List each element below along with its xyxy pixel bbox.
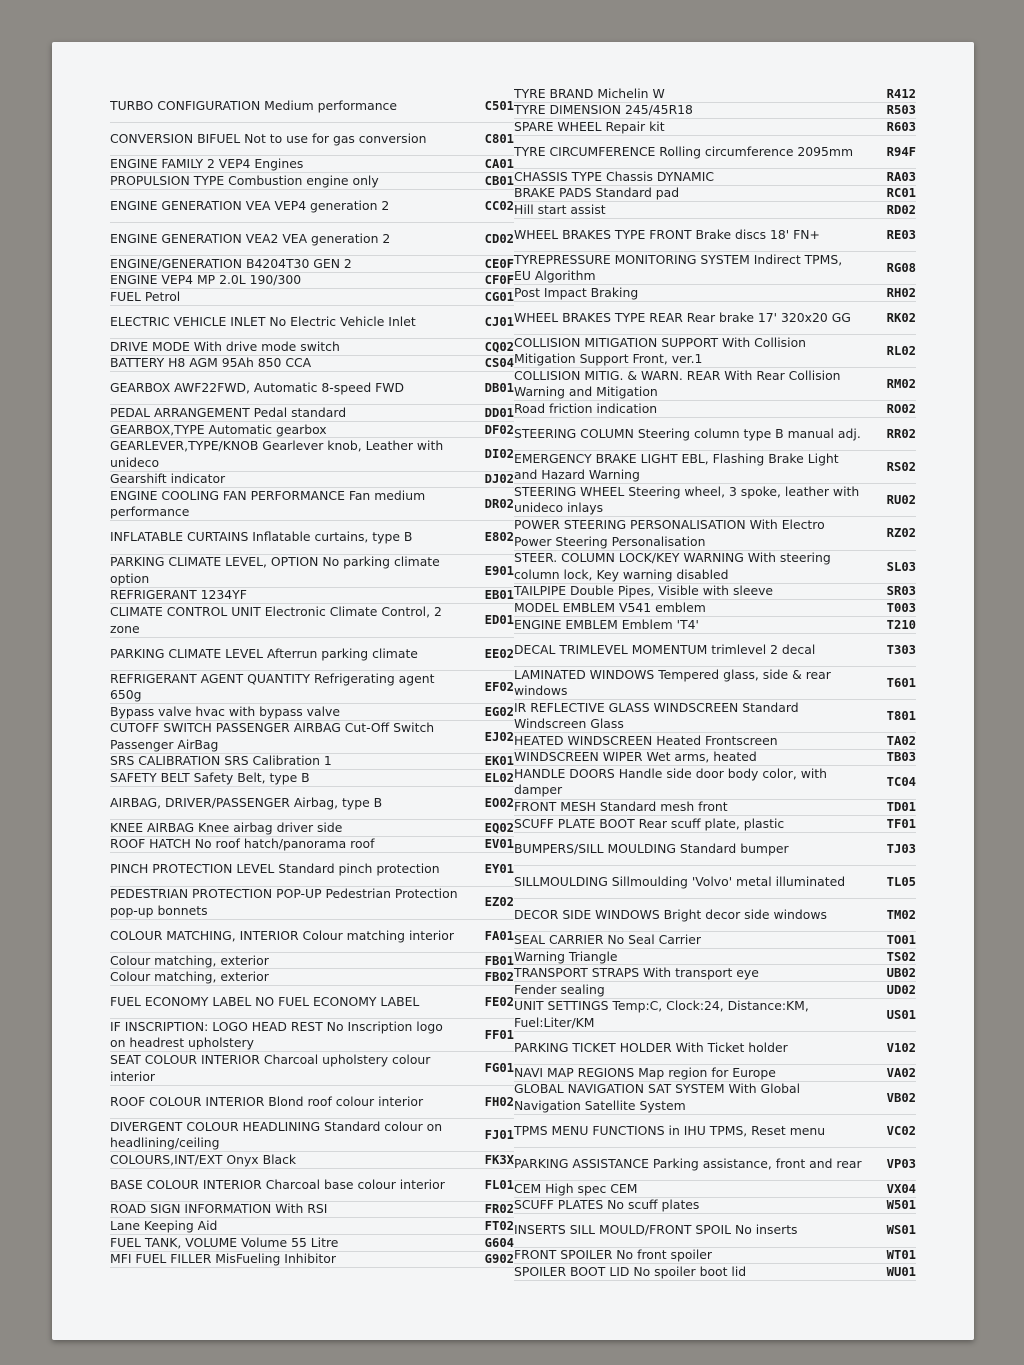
option-description: DECAL TRIMLEVEL MOMENTUM trimlevel 2 decal xyxy=(514,641,816,657)
option-row xyxy=(110,173,514,190)
option-code: EJ02 xyxy=(484,729,514,744)
option-description: Road friction indication xyxy=(514,400,658,416)
option-code: CG01 xyxy=(484,289,514,304)
option-row xyxy=(514,551,916,584)
option-description: STEERING WHEEL Steering wheel, 3 spoke, leather with unideco inlays xyxy=(514,484,860,516)
option-row xyxy=(110,289,514,306)
option-code: TL05 xyxy=(886,874,916,889)
option-row xyxy=(514,1198,916,1215)
option-row xyxy=(110,372,514,405)
option-code: C801 xyxy=(484,132,514,147)
option-row xyxy=(110,1252,514,1269)
option-row xyxy=(514,833,916,866)
option-description: IR REFLECTIVE GLASS WINDSCREEN Standard Windscreen Glass xyxy=(514,699,799,732)
option-description: PARKING CLIMATE LEVEL, OPTION No parking climate option xyxy=(110,554,440,586)
option-code: EG02 xyxy=(484,704,514,719)
option-row xyxy=(110,256,514,273)
option-code: WT01 xyxy=(886,1248,916,1263)
option-row xyxy=(110,1086,514,1119)
option-description: PARKING CLIMATE LEVEL Afterrun parking climate xyxy=(110,645,418,661)
option-row xyxy=(514,103,916,120)
option-code: DF02 xyxy=(484,422,514,437)
option-description: STEER. COLUMN LOCK/KEY WARNING With steering column lock, Key warning disabled xyxy=(514,550,831,582)
option-description: WHEEL BRAKES TYPE FRONT Brake discs 18' FN+ xyxy=(514,226,820,242)
option-code: RC01 xyxy=(886,186,916,201)
left-column xyxy=(110,90,514,1268)
option-description: TPMS MENU FUNCTIONS in IHU TPMS, Reset menu xyxy=(514,1122,826,1138)
option-code: CC02 xyxy=(484,198,514,213)
option-description: GLOBAL NAVIGATION SAT SYSTEM With Global Navigation Satellite System xyxy=(514,1081,801,1113)
option-row xyxy=(514,866,916,899)
option-code: EK01 xyxy=(484,754,514,769)
option-description: CUTOFF SWITCH PASSENGER AIRBAG Cut-Off Switch Passenger AirBag xyxy=(110,720,435,752)
option-row xyxy=(514,517,916,550)
option-code: FG01 xyxy=(484,1061,514,1076)
option-code: RS02 xyxy=(886,460,916,474)
option-row xyxy=(110,1019,514,1052)
option-row xyxy=(514,252,916,285)
option-row xyxy=(514,634,916,667)
option-code: FL01 xyxy=(484,1177,514,1192)
option-row xyxy=(514,1148,916,1181)
option-description: PINCH PROTECTION LEVEL Standard pinch protection xyxy=(110,861,440,877)
option-code: EF02 xyxy=(484,679,514,694)
option-row xyxy=(110,339,514,356)
option-description: BUMPERS/SILL MOULDING Standard bumper xyxy=(514,840,789,856)
option-code: R94F xyxy=(886,144,916,159)
option-row xyxy=(110,223,514,256)
option-row xyxy=(110,422,514,439)
option-description: TYREPRESSURE MONITORING SYSTEM Indirect TPMS, EU Algorithm xyxy=(514,251,843,284)
option-description: Bypass valve hvac with bypass valve xyxy=(110,703,340,719)
option-code: CS04 xyxy=(484,356,514,371)
option-code: FT02 xyxy=(484,1219,514,1234)
option-row xyxy=(110,1202,514,1219)
option-description: UNIT SETTINGS Temp:C, Clock:24, Distance:KM, Fuel:Liter/KM xyxy=(514,998,809,1030)
option-description: Hill start assist xyxy=(514,201,606,217)
option-row xyxy=(110,787,514,820)
option-row xyxy=(514,965,916,982)
option-row xyxy=(110,969,514,986)
option-row xyxy=(110,356,514,373)
option-code: T303 xyxy=(886,642,916,657)
option-description: TAILPIPE Double Pipes, Visible with sleeve xyxy=(514,583,774,599)
option-row xyxy=(110,721,514,754)
option-code: CD02 xyxy=(484,231,514,246)
option-code: RZ02 xyxy=(886,526,916,541)
option-description: ROOF COLOUR INTERIOR Blond roof colour interior xyxy=(110,1093,424,1109)
option-description: TYRE BRAND Michelin W xyxy=(514,85,665,101)
option-row xyxy=(514,202,916,219)
option-row xyxy=(514,1082,916,1115)
option-code: FH02 xyxy=(484,1094,514,1109)
option-code: EY01 xyxy=(484,862,514,877)
option-row xyxy=(514,186,916,203)
option-description: DRIVE MODE With drive mode switch xyxy=(110,338,340,354)
option-description: TURBO CONFIGURATION Medium performance xyxy=(110,97,397,113)
option-row xyxy=(514,1264,916,1281)
option-description: GEARLEVER,TYPE/KNOB Gearlever knob, Leather with unideco xyxy=(110,438,444,470)
right-column xyxy=(514,86,916,1281)
option-row xyxy=(110,1052,514,1085)
option-description: PARKING ASSISTANCE Parking assistance, front and rear xyxy=(514,1155,862,1171)
option-code: EZ02 xyxy=(484,895,514,910)
option-description: CONVERSION BIFUEL Not to use for gas conversion xyxy=(110,131,427,147)
option-row xyxy=(110,588,514,605)
option-description: ROAD SIGN INFORMATION With RSI xyxy=(110,1201,328,1217)
option-description: SPARE WHEEL Repair kit xyxy=(514,118,665,134)
option-description: HEATED WINDSCREEN Heated Frontscreen xyxy=(514,732,778,748)
option-code: UD02 xyxy=(886,982,916,997)
option-description: ENGINE GENERATION VEA2 VEA generation 2 xyxy=(110,230,391,246)
option-code: TC04 xyxy=(886,775,916,790)
option-code: DD01 xyxy=(484,405,514,420)
option-description: SPOILER BOOT LID No spoiler boot lid xyxy=(514,1263,747,1279)
option-description: WHEEL BRAKES TYPE REAR Rear brake 17' 320x20 GG xyxy=(514,309,851,325)
option-description: FRONT MESH Standard mesh front xyxy=(514,799,728,815)
option-code: VB02 xyxy=(886,1090,916,1105)
option-row xyxy=(514,700,916,733)
option-code: FF01 xyxy=(484,1028,514,1043)
option-code: CQ02 xyxy=(484,339,514,354)
option-row xyxy=(514,1214,916,1247)
option-description: FUEL ECONOMY LABEL NO FUEL ECONOMY LABEL xyxy=(110,994,420,1009)
option-row xyxy=(110,438,514,471)
option-code: T801 xyxy=(886,708,916,723)
option-code: SR03 xyxy=(886,584,916,599)
option-description: FUEL TANK, VOLUME Volume 55 Litre xyxy=(110,1234,339,1250)
option-code: RO02 xyxy=(886,401,916,416)
option-code: UB02 xyxy=(886,966,916,981)
option-code: FK3X xyxy=(484,1152,514,1167)
option-row xyxy=(514,368,916,401)
option-description: TYRE CIRCUMFERENCE Rolling circumference 2095mm xyxy=(514,143,854,159)
option-code: TS02 xyxy=(886,949,916,964)
option-code: RG08 xyxy=(886,260,916,275)
option-description: Lane Keeping Aid xyxy=(110,1218,218,1234)
option-description: ENGINE COOLING FAN PERFORMANCE Fan medium performance xyxy=(110,488,426,520)
option-code: WS01 xyxy=(886,1223,916,1238)
option-row xyxy=(514,733,916,750)
option-code: E901 xyxy=(484,563,514,578)
option-code: RK02 xyxy=(886,310,916,325)
option-row xyxy=(110,820,514,837)
option-code: V102 xyxy=(886,1040,916,1055)
option-description: PARKING TICKET HOLDER With Ticket holder xyxy=(514,1039,788,1055)
option-description: ENGINE/GENERATION B4204T30 GEN 2 xyxy=(110,255,352,271)
option-row xyxy=(110,671,514,704)
option-description: Warning Triangle xyxy=(514,948,618,964)
option-description: FRONT SPOILER No front spoiler xyxy=(514,1247,712,1263)
option-description: MFI FUEL FILLER MisFueling Inhibitor xyxy=(110,1251,336,1267)
option-row xyxy=(514,1115,916,1148)
option-row xyxy=(110,156,514,173)
option-description: BASE COLOUR INTERIOR Charcoal base colour interior xyxy=(110,1176,445,1192)
option-row xyxy=(514,932,916,949)
option-code: FE02 xyxy=(484,995,514,1009)
option-row xyxy=(514,219,916,252)
option-row xyxy=(514,600,916,617)
option-description: SCUFF PLATE BOOT Rear scuff plate, plastic xyxy=(514,815,785,831)
option-code: RD02 xyxy=(886,202,916,217)
option-row xyxy=(514,816,916,833)
option-code: US01 xyxy=(886,1007,916,1022)
option-code: VA02 xyxy=(886,1065,916,1080)
option-row xyxy=(514,750,916,767)
option-row xyxy=(110,1169,514,1202)
option-code: R603 xyxy=(886,119,916,134)
option-description: ROOF HATCH No roof hatch/panorama roof xyxy=(110,836,375,852)
option-code: R503 xyxy=(886,103,916,118)
option-description: SAFETY BELT Safety Belt, type B xyxy=(110,770,310,785)
option-code: TM02 xyxy=(886,908,916,923)
option-description: KNEE AIRBAG Knee airbag driver side xyxy=(110,819,343,835)
option-row xyxy=(514,136,916,169)
option-description: SILLMOULDING Sillmoulding 'Volvo' metal illuminated xyxy=(514,873,846,889)
option-code: TD01 xyxy=(886,800,916,815)
option-row xyxy=(110,521,514,554)
option-description: INSERTS SILL MOULD/FRONT SPOIL No inserts xyxy=(514,1222,798,1238)
option-row xyxy=(110,190,514,223)
option-description: CLIMATE CONTROL UNIT Electronic Climate Control, 2 zone xyxy=(110,604,442,636)
option-description: AIRBAG, DRIVER/PASSENGER Airbag, type B xyxy=(110,794,383,810)
option-description: SCUFF PLATES No scuff plates xyxy=(514,1197,700,1213)
option-description: GEARBOX AWF22FWD, Automatic 8-speed FWD xyxy=(110,380,405,396)
option-row xyxy=(110,90,514,123)
option-code: G902 xyxy=(484,1252,514,1267)
option-row xyxy=(110,986,514,1019)
option-description: LAMINATED WINDOWS Tempered glass, side & rear windows xyxy=(514,666,831,698)
option-code: EL02 xyxy=(484,771,514,785)
option-description: Gearshift indicator xyxy=(110,471,226,487)
option-description: COLOUR MATCHING, INTERIOR Colour matching interior xyxy=(110,927,454,943)
option-description: ENGINE GENERATION VEA VEP4 generation 2 xyxy=(110,197,390,213)
option-description: BRAKE PADS Standard pad xyxy=(514,185,680,201)
option-description: SEAL CARRIER No Seal Carrier xyxy=(514,931,702,947)
option-description: TRANSPORT STRAPS With transport eye xyxy=(514,965,759,981)
option-row xyxy=(110,273,514,290)
option-code: EV01 xyxy=(484,837,514,852)
option-row xyxy=(514,899,916,932)
option-row xyxy=(110,488,514,521)
option-description: GEARBOX,TYPE Automatic gearbox xyxy=(110,421,327,437)
option-code: WU01 xyxy=(886,1264,916,1279)
option-description: HANDLE DOORS Handle side door body color, with damper xyxy=(514,766,828,798)
option-code: TJ03 xyxy=(886,841,916,856)
option-code: EB01 xyxy=(484,588,514,603)
option-description: CHASSIS TYPE Chassis DYNAMIC xyxy=(514,168,715,184)
option-code: TF01 xyxy=(886,816,916,831)
option-description: POWER STEERING PERSONALISATION With Electro Power Steering Personalisation xyxy=(514,517,825,549)
option-code: C501 xyxy=(484,98,514,113)
option-row xyxy=(514,335,916,368)
option-code: EE02 xyxy=(484,646,514,661)
option-code: DB01 xyxy=(484,381,514,396)
option-row xyxy=(514,766,916,799)
option-description: TYRE DIMENSION 245/45R18 xyxy=(514,102,693,118)
option-row xyxy=(110,1235,514,1252)
option-description: ENGINE EMBLEM Emblem 'T4' xyxy=(514,616,699,632)
option-description: ENGINE VEP4 MP 2.0L 190/300 xyxy=(110,272,302,288)
option-row xyxy=(514,1248,916,1265)
option-description: REFRIGERANT 1234YF xyxy=(110,587,247,603)
option-description: DIVERGENT COLOUR HEADLINING Standard colour on headlining/ceiling xyxy=(110,1118,443,1150)
option-description: Fender sealing xyxy=(514,981,605,997)
option-description: ENGINE FAMILY 2 VEP4 Engines xyxy=(110,156,304,172)
option-code: T003 xyxy=(886,601,916,616)
option-row xyxy=(514,949,916,966)
option-row xyxy=(110,953,514,970)
option-code: W501 xyxy=(886,1198,916,1213)
option-code: TA02 xyxy=(886,733,916,748)
option-row xyxy=(514,667,916,700)
option-code: R412 xyxy=(886,86,916,101)
option-row xyxy=(514,401,916,418)
option-code: EQ02 xyxy=(484,820,514,835)
option-description: STEERING COLUMN Steering column type B manual adj. xyxy=(514,425,861,441)
option-code: TO01 xyxy=(886,932,916,947)
option-row xyxy=(514,484,916,517)
option-row xyxy=(514,169,916,186)
option-code: CF0F xyxy=(484,273,514,288)
option-row xyxy=(110,604,514,637)
option-code: T601 xyxy=(886,675,916,690)
option-description: SEAT COLOUR INTERIOR Charcoal upholstery colour interior xyxy=(110,1052,431,1084)
option-row xyxy=(110,770,514,787)
option-code: RH02 xyxy=(886,285,916,300)
option-code: DI02 xyxy=(484,447,514,462)
option-code: CE0F xyxy=(484,256,514,271)
option-row xyxy=(514,1181,916,1198)
option-description: COLOURS,INT/EXT Onyx Black xyxy=(110,1151,297,1167)
option-row xyxy=(110,405,514,422)
option-code: RE03 xyxy=(886,227,916,242)
option-description: REFRIGERANT AGENT QUANTITY Refrigerating agent 650g xyxy=(110,670,435,702)
option-code: FB02 xyxy=(484,970,514,985)
option-description: WINDSCREEN WIPER Wet arms, heated xyxy=(514,749,757,765)
option-description: IF INSCRIPTION: LOGO HEAD REST No Inscription logo on headrest upholstery xyxy=(110,1019,443,1051)
option-row xyxy=(514,451,916,484)
option-description: Colour matching, exterior xyxy=(110,969,269,985)
option-code: G604 xyxy=(484,1235,514,1250)
option-row xyxy=(110,555,514,588)
option-row xyxy=(110,1218,514,1235)
option-row xyxy=(110,306,514,339)
option-code: RR02 xyxy=(886,426,916,441)
option-description: DECOR SIDE WINDOWS Bright decor side windows xyxy=(514,907,827,923)
option-description: BATTERY H8 AGM 95Ah 850 CCA xyxy=(110,355,312,371)
option-code: FJ01 xyxy=(484,1127,514,1142)
option-code: SL03 xyxy=(886,559,916,574)
option-row xyxy=(110,887,514,920)
option-description: EMERGENCY BRAKE LIGHT EBL, Flashing Brake Light and Hazard Warning xyxy=(514,450,839,483)
option-row xyxy=(514,302,916,335)
option-row xyxy=(514,999,916,1032)
option-description: COLLISION MITIG. & WARN. REAR With Rear Collision Warning and Mitigation xyxy=(514,367,841,400)
option-description: Colour matching, exterior xyxy=(110,952,269,968)
option-code: FA01 xyxy=(484,928,514,943)
option-code: CB01 xyxy=(484,173,514,188)
option-description: NAVI MAP REGIONS Map region for Europe xyxy=(514,1064,776,1080)
option-description: CEM High spec CEM xyxy=(514,1180,638,1196)
option-code: VC02 xyxy=(886,1123,916,1138)
option-description: FUEL Petrol xyxy=(110,288,181,304)
option-row xyxy=(110,638,514,671)
option-description: INFLATABLE CURTAINS Inflatable curtains, type B xyxy=(110,529,413,545)
option-row xyxy=(514,86,916,103)
option-code: RL02 xyxy=(886,343,916,358)
option-code: E802 xyxy=(484,530,514,545)
option-description: MODEL EMBLEM V541 emblem xyxy=(514,600,706,616)
option-row xyxy=(110,1119,514,1152)
option-row xyxy=(110,853,514,886)
option-description: PEDESTRIAN PROTECTION POP-UP Pedestrian Protection pop-up bonnets xyxy=(110,886,458,918)
option-row xyxy=(514,418,916,451)
option-description: COLLISION MITIGATION SUPPORT With Collision Mitigation Support Front, ver.1 xyxy=(514,334,807,366)
option-code: FR02 xyxy=(484,1202,514,1217)
option-code: RA03 xyxy=(886,169,916,184)
option-row xyxy=(514,800,916,817)
option-code: ED01 xyxy=(484,613,514,628)
option-description: ELECTRIC VEHICLE INLET No Electric Vehicle Inlet xyxy=(110,313,416,329)
option-row xyxy=(110,123,514,156)
option-row xyxy=(514,119,916,136)
option-row xyxy=(110,920,514,953)
option-row xyxy=(110,1152,514,1169)
option-description: Post Impact Braking xyxy=(514,284,639,300)
option-row xyxy=(514,1065,916,1082)
option-code: DJ02 xyxy=(484,472,514,487)
option-code: VX04 xyxy=(886,1181,916,1196)
option-row xyxy=(514,617,916,634)
option-row xyxy=(110,754,514,771)
option-code: VP03 xyxy=(886,1156,916,1171)
option-code: CA01 xyxy=(484,157,514,172)
option-code: T210 xyxy=(886,617,916,632)
option-row xyxy=(514,584,916,601)
option-code: TB03 xyxy=(886,750,916,765)
option-code: RM02 xyxy=(886,377,916,392)
option-description: PROPULSION TYPE Combustion engine only xyxy=(110,172,379,188)
option-row xyxy=(110,472,514,489)
option-code: EO02 xyxy=(484,795,514,810)
option-row xyxy=(514,285,916,302)
option-code: CJ01 xyxy=(484,314,514,329)
option-row xyxy=(110,704,514,721)
option-code: FB01 xyxy=(484,953,514,968)
option-description: SRS CALIBRATION SRS Calibration 1 xyxy=(110,753,332,769)
option-code: DR02 xyxy=(484,497,514,512)
option-row xyxy=(514,1032,916,1065)
option-row xyxy=(514,982,916,999)
option-description: PEDAL ARRANGEMENT Pedal standard xyxy=(110,404,347,420)
option-row xyxy=(110,837,514,854)
option-code: RU02 xyxy=(886,493,916,508)
